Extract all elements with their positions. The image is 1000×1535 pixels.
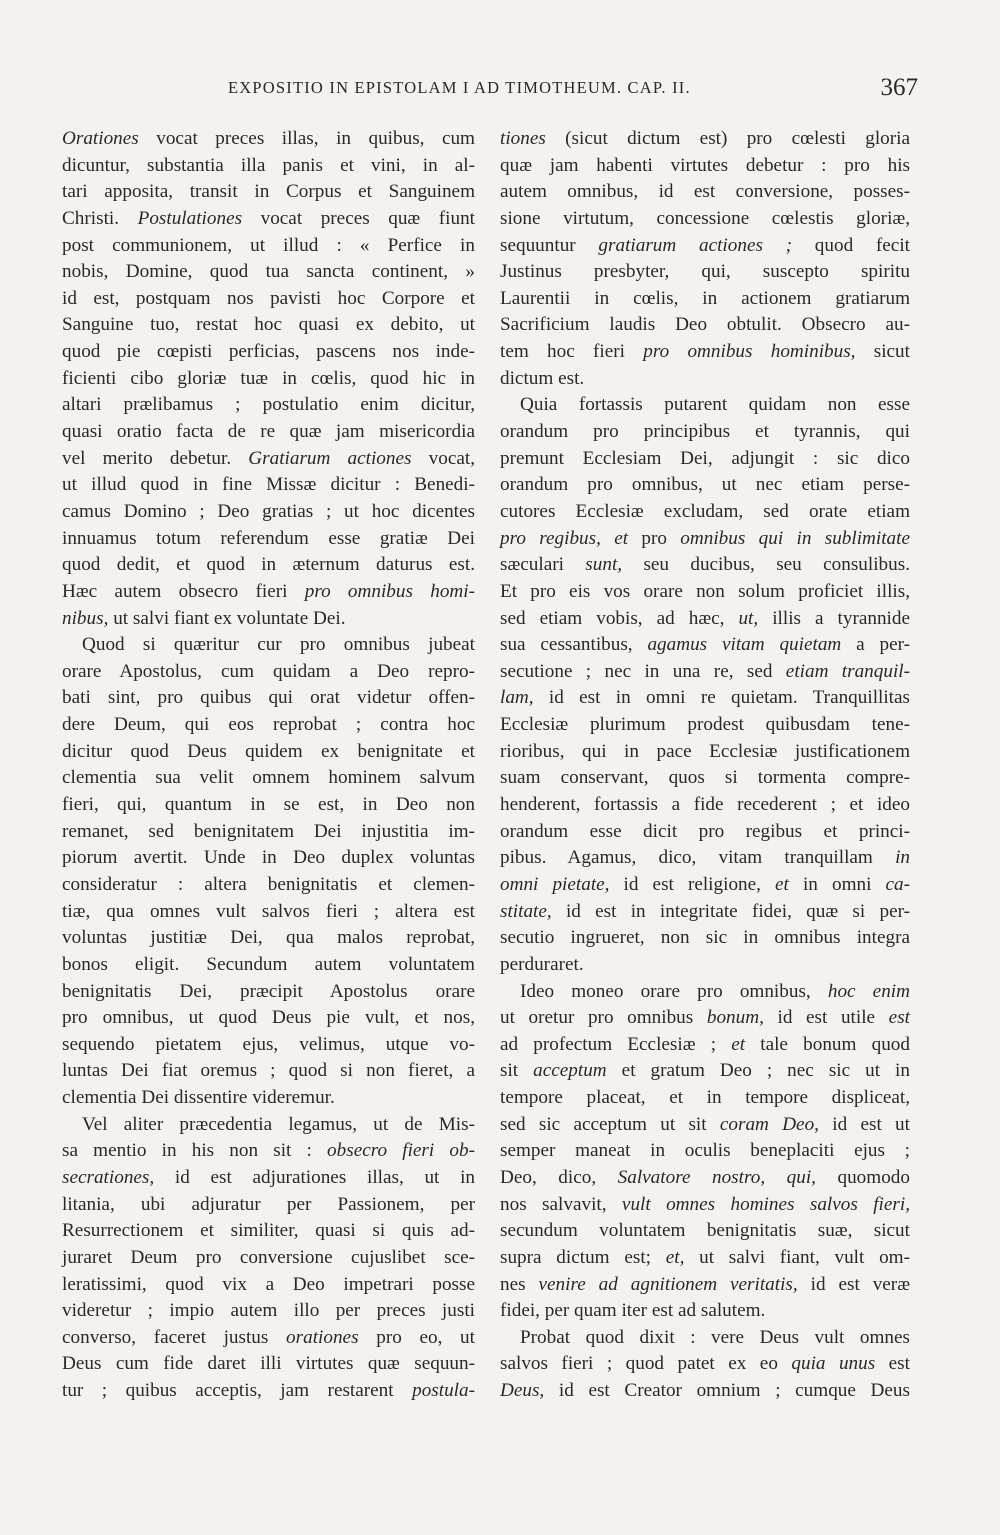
text-line: orandum pro omnibus, ut nec etiam perse- xyxy=(500,474,910,496)
text-line: fidei, per quam iter est ad salutem. xyxy=(500,1300,766,1322)
text-line: supra dictum est; et, ut salvi fiant, vult om- xyxy=(500,1246,910,1268)
text-line: Quod si quæritur cur pro omnibus jubeat xyxy=(82,634,475,656)
text-line: omni pietate, id est religione, et in omni ca- xyxy=(500,873,910,895)
text-line: sione virtutum, concessione cœlestis gloriæ, xyxy=(500,207,910,229)
text-line: tiæ, qua omnes vult salvos fieri ; altera est xyxy=(62,900,475,922)
text-line: ut illud quod in fine Missæ dicitur : Benedi- xyxy=(62,474,475,496)
text-line: Ideo moneo orare pro omnibus, hoc enim xyxy=(520,980,910,1002)
text-line: tem hoc fieri pro omnibus hominibus, sicut xyxy=(500,341,910,363)
text-line: Sanguine tuo, restat hoc quasi ex debito, ut xyxy=(62,314,475,336)
text-line: Ecclesiæ plurimum prodest quibusdam tene- xyxy=(500,714,910,736)
text-line: nos salvavit, vult omnes homines salvos fieri, xyxy=(500,1193,910,1215)
text-line: semper maneat in oculis beneplaciti ejus ; xyxy=(500,1140,910,1162)
text-line: Laurentii in cœlis, in actionem gratiarum xyxy=(500,287,910,309)
text-line: quod dedit, et quod in æternum daturus est. xyxy=(62,554,475,576)
text-line: converso, faceret justus orationes pro eo, ut xyxy=(62,1326,475,1348)
text-line: clementia sua velit omnem hominem salvum xyxy=(62,767,475,789)
left-column xyxy=(62,126,475,1405)
running-head xyxy=(228,76,918,106)
text-line: premunt Ecclesiam Dei, adjungit : sic dico xyxy=(500,447,910,469)
text-line: autem omnibus, id est conversione, posses- xyxy=(500,181,910,203)
text-line: quod pie cœpisti perficias, pascens nos inde- xyxy=(62,341,475,363)
text-line: dicuntur, substantia illa panis et vini, in al- xyxy=(62,154,475,176)
text-line: salvos fieri ; quod patet ex eo quia unus est xyxy=(500,1353,910,1375)
text-line: leratissimi, quod vix a Deo impetrari posse xyxy=(62,1273,475,1295)
page-number: 367 xyxy=(880,74,918,101)
text-line: tempore placeat, et in tempore displiceat, xyxy=(500,1087,910,1109)
text-line: sua cessantibus, agamus vitam quietam a per- xyxy=(500,634,910,656)
running-head-title: EXPOSITIO IN EPISTOLAM I AD TIMOTHEUM. CAP. II. xyxy=(228,78,691,97)
text-line: rioribus, qui in pace Ecclesiæ justificationem xyxy=(500,740,910,762)
text-line: Resurrectionem et similiter, quasi si quis ad- xyxy=(62,1220,475,1242)
text-line: secundum voluntatem benignitatis suæ, sicut xyxy=(500,1220,910,1242)
text-line: post communionem, ut illud : « Perfice in xyxy=(62,234,475,256)
text-line: remanet, sed benignitatem Dei injustitia im- xyxy=(62,820,475,842)
text-line: benignitatis Dei, præcipit Apostolus orare xyxy=(62,980,475,1002)
text-line: tur ; quibus acceptis, jam restarent postula- xyxy=(62,1380,475,1402)
text-line: bonos eligit. Secundum autem voluntatem xyxy=(62,953,475,975)
text-line: lam, id est in omni re quietam. Tranquillitas xyxy=(500,687,910,709)
text-line: stitate, id est in integritate fidei, quæ si per- xyxy=(500,900,910,922)
text-line: pro regibus, et pro omnibus qui in sublimitate xyxy=(500,527,911,549)
text-line: orandum pro principibus et tyrannis, qui xyxy=(500,421,910,443)
text-line: Deus cum fide daret illi virtutes quæ sequun- xyxy=(62,1353,475,1375)
text-line: suam conservant, quos si tormenta compre- xyxy=(500,767,910,789)
text-line: Et pro eis vos orare non solum proficiet illis, xyxy=(500,580,910,602)
text-line: nes venire ad agnitionem veritatis, id est veræ xyxy=(500,1273,910,1295)
text-line: altari prælibamus ; postulatio enim dicitur, xyxy=(62,394,475,416)
text-line: Orationes vocat preces illas, in quibus, cum xyxy=(62,128,475,149)
text-line: pro omnibus, ut quod Deus pie vult, et nos, xyxy=(62,1007,475,1029)
text-line: bati sint, pro quibus qui orat videtur offen- xyxy=(62,687,475,709)
text-line: Probat quod dixit : vere Deus vult omnes xyxy=(520,1326,910,1348)
text-line: consideratur : altera benignitatis et clemen- xyxy=(62,873,475,895)
text-line: litania, ubi adjuratur per Passionem, per xyxy=(62,1193,475,1215)
text-line: tiones (sicut dictum est) pro cœlesti gloria xyxy=(500,128,910,149)
text-line: secutio ingrueret, non sic in omnibus integra xyxy=(500,927,910,949)
text-line: ut oretur pro omnibus bonum, id est utile est xyxy=(500,1007,910,1029)
text-line: Deus, id est Creator omnium ; cumque Deus xyxy=(500,1380,910,1402)
text-line: sequendo pietatem ejus, velimus, utque vo- xyxy=(62,1033,475,1055)
text-line: cutores Ecclesiæ excludam, sed orate etiam xyxy=(500,500,910,522)
text-line: Deo, dico, Salvatore nostro, qui, quomodo xyxy=(500,1166,910,1188)
text-line: ad profectum Ecclesiæ ; et tale bonum quod xyxy=(500,1033,910,1055)
text-line: quasi oratio facta de re quæ jam misericordia xyxy=(62,421,475,443)
text-line: sequuntur gratiarum actiones ; quod fecit xyxy=(500,234,910,256)
text-line: id est, postquam nos pavisti hoc Corpore et xyxy=(62,287,475,309)
text-line: clementia Dei dissentire videremur. xyxy=(62,1087,335,1109)
text-line: nobis, Domine, quod tua sancta continent, » xyxy=(62,261,475,283)
text-line: secrationes, id est adjurationes illas, ut in xyxy=(62,1166,475,1188)
text-line: sa mentio in his non sit : obsecro fieri ob- xyxy=(62,1140,475,1162)
text-line: sæculari sunt, seu ducibus, seu consulibus. xyxy=(500,554,910,576)
text-line: sed etiam vobis, ad hæc, ut, illis a tyrannide xyxy=(500,607,910,629)
text-line: juraret Deum pro conversione cujuslibet sce- xyxy=(62,1246,475,1268)
text-line: Sacrificium laudis Deo obtulit. Obsecro au- xyxy=(500,314,910,336)
text-line: voluntas justitiæ Dei, qua malos reprobat, xyxy=(62,927,475,949)
text-line: Vel aliter præcedentia legamus, ut de Mis- xyxy=(82,1113,475,1135)
text-line: henderent, fortassis a fide recederent ; et ideo xyxy=(500,794,910,816)
text-line: sed sic acceptum ut sit coram Deo, id est ut xyxy=(500,1113,910,1135)
text-line: dicitur quod Deus quidem ex benignitate et xyxy=(62,740,475,762)
text-line: perduraret. xyxy=(500,953,584,975)
text-line: Christi. Postulationes vocat preces quæ fiunt xyxy=(62,207,475,229)
text-line: fieri, qui, quantum in se est, in Deo non xyxy=(62,794,475,816)
right-column xyxy=(500,126,910,1405)
text-line: Hæc autem obsecro fieri pro omnibus homi- xyxy=(62,580,475,602)
text-line: Quia fortassis putarent quidam non esse xyxy=(520,394,910,416)
text-line: orandum esse dicit pro regibus et princi- xyxy=(500,820,910,842)
text-line: luntas Dei fiat oremus ; quod si non fieret, a xyxy=(62,1060,475,1082)
text-line: ficienti cibo gloriæ tuæ in cœlis, quod hic in xyxy=(62,367,475,389)
text-line: vel merito debetur. Gratiarum actiones vocat, xyxy=(62,447,475,469)
text-line: nibus, ut salvi fiant ex voluntate Dei. xyxy=(62,607,346,629)
text-line: secutione ; nec in una re, sed etiam tranquil- xyxy=(500,660,911,682)
text-line: tari apposita, transit in Corpus et Sanguinem xyxy=(62,181,475,203)
text-line: innuamus totum referendum esse gratiæ Dei xyxy=(62,527,475,549)
text-line: sit acceptum et gratum Deo ; nec sic ut in xyxy=(500,1060,910,1082)
text-line: dictum est. xyxy=(500,367,585,389)
text-line: piorum avertit. Unde in Deo duplex voluntas xyxy=(62,847,475,869)
text-line: orare Apostolus, cum quidam a Deo repro- xyxy=(62,660,475,682)
text-line: pibus. Agamus, dico, vitam tranquillam in xyxy=(500,847,910,869)
text-line: dere Deum, qui eos reprobat ; contra hoc xyxy=(62,714,475,736)
text-line: Justinus presbyter, qui, suscepto spiritu xyxy=(500,261,910,283)
text-line: camus Domino ; Deo gratias ; ut hoc dicentes xyxy=(62,500,475,522)
text-line: quæ jam habenti virtutes debetur : pro his xyxy=(500,154,910,176)
text-line: videretur ; impio autem illo per preces justi xyxy=(62,1300,475,1322)
